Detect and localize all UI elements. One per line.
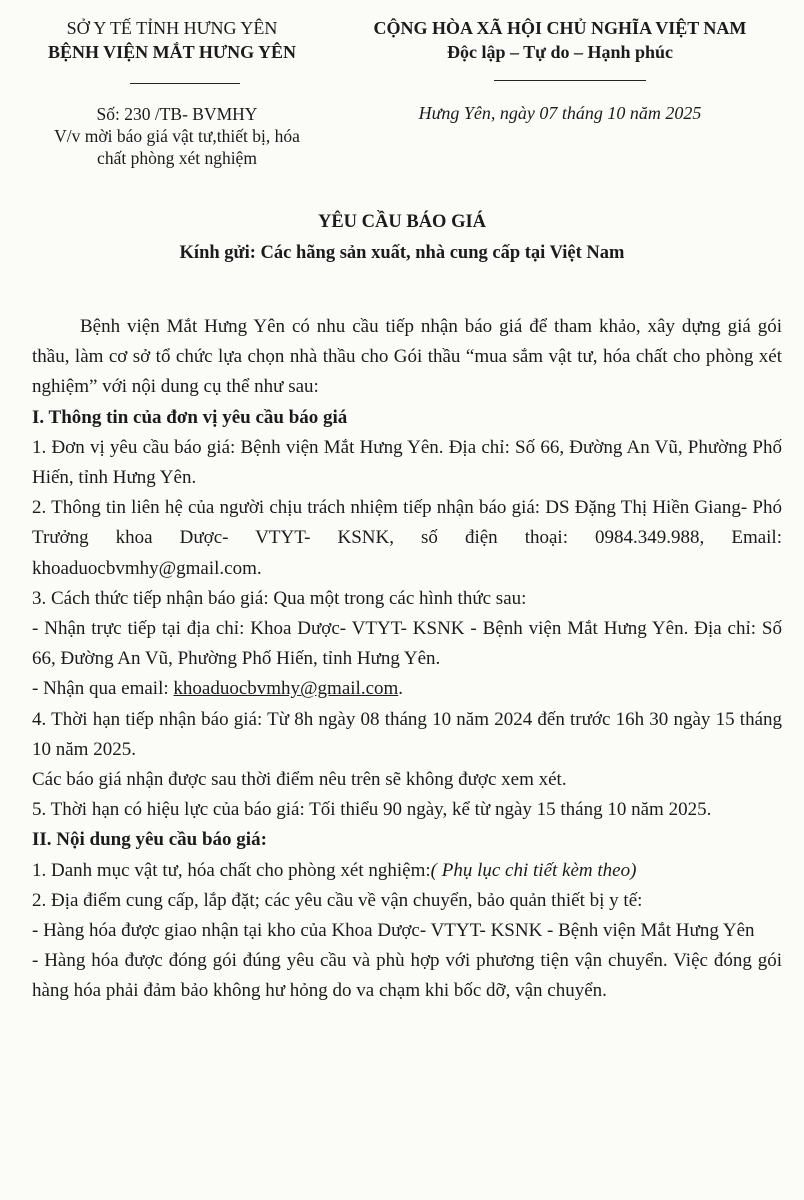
department-name: SỞ Y TẾ TỈNH HƯNG YÊN xyxy=(66,18,278,38)
section-2-item-2-a: - Hàng hóa được giao nhận tại kho của Khoa Dược- VTYT- KSNK - Bệnh viện Mắt Hưng Yên xyxy=(32,920,755,942)
intro-paragraph: Bệnh viện Mắt Hưng Yên có nhu cầu tiếp nhận báo giá để tham khảo, xây dựng giá gói thầu, làm cơ sở tổ chức lựa chọn nhà thầu cho Gói thầu “mua sắm vật tư, hóa chất cho phòng xét nghiệm” với nội dung cụ thể như sau: xyxy=(32,316,782,398)
issuing-authority xyxy=(22,16,322,64)
appendix-note: ( Phụ lục chi tiết kèm theo) xyxy=(430,859,637,881)
item-1-text: 1. Danh mục vật tư, hóa chất cho phòng xét nghiệm: xyxy=(32,859,431,881)
section-1-item-4: 4. Thời hạn tiếp nhận báo giá: Từ 8h ngày 08 tháng 10 năm 2024 đến trước 16h 30 ngày 15 tháng 10 năm 2025. xyxy=(32,708,782,760)
email-link[interactable]: khoaduocbvmhy@gmail.com xyxy=(173,678,399,700)
subject-line-1: V/v mời báo giá vật tư,thiết bị, hóa xyxy=(54,126,300,146)
section-2-heading: II. Nội dung yêu cầu báo giá: xyxy=(32,829,267,851)
addressee: Kính gửi: Các hãng sản xuất, nhà cung cấp tại Việt Nam xyxy=(179,243,625,263)
document-body xyxy=(32,312,782,1007)
section-2-item-2-b: - Hàng hóa được đóng gói đúng yêu cầu và phù hợp với phương tiện vận chuyển. Việc đóng gói hàng hóa phải đảm bảo không hư hỏng do va chạm khi bốc dỡ, vận chuyển. xyxy=(32,950,782,1002)
section-1-item-3-email xyxy=(32,674,782,704)
section-1-item-5: 5. Thời hạn có hiệu lực của báo giá: Tối thiểu 90 ngày, kể từ ngày 15 tháng 10 năm 2025. xyxy=(32,799,712,821)
section-2-item-1 xyxy=(32,856,782,886)
section-1-item-3-direct: - Nhận trực tiếp tại địa chỉ: Khoa Dược- VTYT- KSNK - Bệnh viện Mắt Hưng Yên. Địa chỉ: Số 66, Đường An Vũ, Phường Phố Hiến, tỉnh Hưng Yên. xyxy=(32,618,782,670)
motto: Độc lập – Tự do – Hạnh phúc xyxy=(446,42,674,62)
right-header-divider xyxy=(494,80,646,81)
section-1-heading: I. Thông tin của đơn vị yêu cầu báo giá xyxy=(32,406,348,428)
email-prefix: - Nhận qua email: xyxy=(32,678,174,700)
left-header-divider xyxy=(130,83,240,84)
country-name: CỘNG HÒA XÃ HỘI CHỦ NGHĨA VIỆT NAM xyxy=(373,18,747,38)
section-1-item-3: 3. Cách thức tiếp nhận báo giá: Qua một trong các hình thức sau: xyxy=(32,587,527,609)
section-1-item-2: 2. Thông tin liên hệ của người chịu trách nhiệm tiếp nhận báo giá: DS Đặng Thị Hiền Giang- Phó Trưởng khoa Dược- VTYT- KSNK, số điện thoại: 0984.349.988, Email: khoaduocbvmhy@gmail.com. xyxy=(32,497,782,579)
document-reference xyxy=(22,103,332,169)
document-title: YÊU CẦU BÁO GIÁ xyxy=(317,212,487,232)
hospital-name: BỆNH VIỆN MẮT HƯNG YÊN xyxy=(47,42,297,62)
national-motto xyxy=(330,16,790,64)
document-number: Số: 230 /TB- BVMHY xyxy=(96,104,258,124)
email-suffix: . xyxy=(398,678,404,700)
section-2-item-2: 2. Địa điểm cung cấp, lắp đặt; các yêu cầu về vận chuyển, bảo quản thiết bị y tế: xyxy=(32,889,643,911)
section-1-item-1: 1. Đơn vị yêu cầu báo giá: Bệnh viện Mắt Hưng Yên. Địa chỉ: Số 66, Đường An Vũ, Phường Phố Hiến, tỉnh Hưng Yên. xyxy=(32,436,782,489)
section-1-item-4-note: Các báo giá nhận được sau thời điểm nêu trên sẽ không được xem xét. xyxy=(32,769,567,791)
place-date: Hưng Yên, ngày 07 tháng 10 năm 2025 xyxy=(418,103,702,123)
subject-line-2: chất phòng xét nghiệm xyxy=(97,148,257,168)
